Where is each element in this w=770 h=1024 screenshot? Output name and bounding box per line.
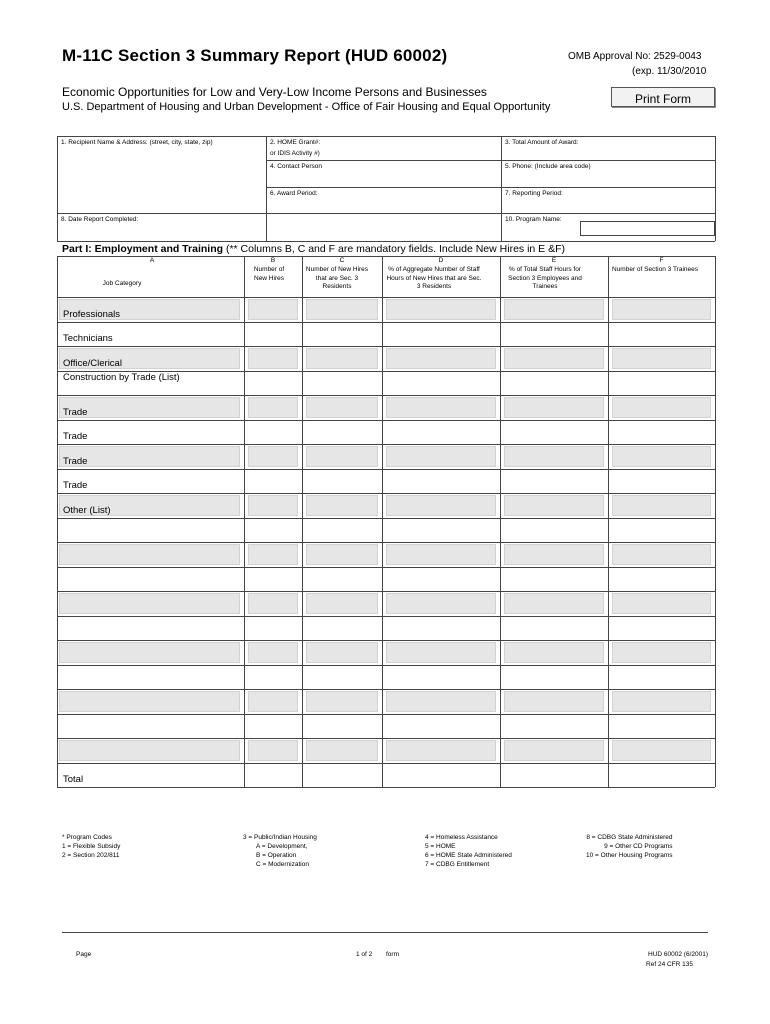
form-ref: Ref 24 CFR 135 (646, 961, 693, 968)
table-row-label: Technicians (63, 333, 113, 344)
table-cell-input[interactable] (504, 593, 604, 614)
table-cell-input[interactable] (612, 324, 711, 345)
date-completed-label: 8. Date Report Completed: (61, 216, 139, 223)
table-row-rule (57, 420, 715, 421)
table-row-label: Trade (63, 406, 88, 418)
table-cell-input[interactable] (504, 299, 604, 320)
page-label: Page (76, 951, 92, 958)
table-row-label: Trade (63, 431, 88, 442)
table-cell-input[interactable] (248, 691, 298, 712)
table-cell-input[interactable] (612, 544, 711, 565)
table-cell-input[interactable] (248, 299, 298, 320)
table-cell-input[interactable] (386, 471, 496, 492)
job-category-input[interactable] (59, 716, 240, 737)
table-cell-input[interactable] (248, 544, 298, 565)
table-cell-input[interactable] (248, 495, 298, 516)
table-row-rule (57, 567, 715, 568)
table-cell-input[interactable] (612, 716, 711, 737)
table-row-label: Other (List) (63, 504, 111, 516)
table-header-rule (57, 297, 715, 298)
job-category-input[interactable] (59, 618, 240, 639)
form-title: M-11C Section 3 Summary Report (HUD 60002) (62, 46, 448, 65)
code-line: C = Modernization (256, 861, 309, 868)
col-f-label: Number of Section 3 Trainees (612, 266, 698, 273)
omb-expiration: (exp. 11/30/2010 (632, 66, 707, 77)
agency-name: U.S. Department of Housing and Urban Development - Office of Fair Housing and Equal Opportunity (62, 101, 551, 113)
job-category-input[interactable] (59, 642, 240, 663)
table-row-rule (57, 665, 715, 666)
table-cell-input[interactable] (306, 593, 378, 614)
table-cell-input[interactable] (504, 373, 604, 394)
table-cell-input[interactable] (306, 740, 378, 761)
col-b-letter: B (270, 257, 276, 264)
table-row-label: Construction by Trade (List) (63, 371, 180, 383)
table-cell-input[interactable] (504, 691, 604, 712)
table-cell-input[interactable] (306, 544, 378, 565)
table-row-rule (57, 763, 715, 764)
table-row-rule (57, 689, 715, 690)
table-row-rule (57, 616, 715, 617)
table-cell-input[interactable] (612, 618, 711, 639)
table-cell-input[interactable] (612, 691, 711, 712)
table-cell-input[interactable] (504, 618, 604, 639)
col-e-letter: E (551, 257, 557, 264)
table-cell-input[interactable] (248, 618, 298, 639)
table-cell-input[interactable] (386, 667, 496, 688)
table-row-rule (57, 518, 715, 519)
table-cell-input[interactable] (248, 397, 298, 418)
table-cell-input[interactable] (386, 348, 496, 369)
form-id: HUD 60002 (6/2001) (648, 951, 708, 958)
col-a-letter: A (149, 257, 155, 264)
table-cell-input[interactable] (504, 397, 604, 418)
job-category-input[interactable] (59, 667, 240, 688)
form-label: form (386, 951, 399, 958)
table-cell-input[interactable] (504, 422, 604, 443)
table-cell-input[interactable] (386, 324, 496, 345)
table-cell-input[interactable] (386, 397, 496, 418)
job-category-input[interactable] (59, 691, 240, 712)
table-column-rule (382, 256, 383, 787)
job-category-input[interactable] (59, 520, 240, 541)
table-cell-input[interactable] (504, 716, 604, 737)
home-grant-label: 2. HOME Grant#: (270, 139, 321, 146)
table-cell-input[interactable] (306, 691, 378, 712)
table-cell-input[interactable] (248, 422, 298, 443)
table-cell-input[interactable] (386, 520, 496, 541)
table-cell-input[interactable] (306, 422, 378, 443)
table-cell-input[interactable] (386, 299, 496, 320)
table-cell-input[interactable] (386, 569, 496, 590)
table-cell-input[interactable] (306, 471, 378, 492)
table-cell-input[interactable] (248, 520, 298, 541)
table-cell-input[interactable] (386, 544, 496, 565)
table-row-rule (57, 591, 715, 592)
table-cell-input[interactable] (248, 471, 298, 492)
table-cell-input[interactable] (504, 520, 604, 541)
table-top-rule (57, 256, 715, 257)
table-row-label: Trade (63, 480, 88, 491)
form-subtitle: Economic Opportunities for Low and Very-Low Income Persons and Businesses (62, 85, 487, 99)
table-cell-input[interactable] (306, 446, 378, 467)
table-cell-input[interactable] (386, 373, 496, 394)
col-d-label: % of Aggregate Number of Staff Hours of New Hires that are Sec. 3 Residents (386, 266, 482, 290)
code-line: B = Operation (256, 852, 297, 859)
table-cell-input[interactable] (504, 324, 604, 345)
table-cell-input[interactable] (504, 544, 604, 565)
table-cell-input[interactable] (504, 348, 604, 369)
table-cell-input[interactable] (612, 495, 711, 516)
omb-approval: OMB Approval No: 2529-0043 (568, 51, 702, 62)
table-row-rule (57, 493, 715, 494)
code-line: 2 = Section 202/811 (62, 852, 120, 859)
table-cell-input[interactable] (306, 373, 378, 394)
table-cell-input[interactable] (504, 471, 604, 492)
table-row-rule (57, 444, 715, 445)
table-cell-input[interactable] (504, 495, 604, 516)
table-column-rule (244, 256, 245, 787)
page-number: 1 of 2 (356, 951, 373, 958)
table-cell-input[interactable] (612, 348, 711, 369)
table-cell-input[interactable] (248, 593, 298, 614)
idis-activity-label: or IDIS Activity #) (270, 150, 320, 157)
table-cell-input[interactable] (248, 348, 298, 369)
table-cell-input[interactable] (306, 348, 378, 369)
recipient-label: 1. Recipient Name & Address: (street, city, state, zip) (61, 139, 213, 146)
table-row-rule (57, 640, 715, 641)
table-cell-input[interactable] (612, 471, 711, 492)
code-line: 5 = HOME (425, 843, 456, 850)
table-cell-input[interactable] (248, 716, 298, 737)
job-category-input[interactable] (59, 544, 240, 565)
col-b-label: Number of New Hires (253, 266, 285, 282)
code-line: 9 = Other CD Programs (604, 843, 673, 850)
code-line: 10 = Other Housing Programs (586, 852, 673, 859)
code-line: A = Development, (256, 843, 308, 850)
job-category-input[interactable] (59, 569, 240, 590)
table-column-rule (715, 256, 716, 787)
table-cell-input[interactable] (612, 569, 711, 590)
table-cell-input[interactable] (306, 716, 378, 737)
job-category-input[interactable] (59, 740, 240, 761)
table-cell-input[interactable] (612, 642, 711, 663)
reporting-period-label: 7. Reporting Period: (505, 190, 563, 197)
program-name-label: 10. Program Name: (505, 216, 562, 223)
table-cell-input[interactable] (248, 740, 298, 761)
footer-rule (62, 932, 708, 933)
code-line: 4 = Homeless Assistance (425, 834, 498, 841)
table-cell-input[interactable] (306, 299, 378, 320)
table-cell-input[interactable] (386, 446, 496, 467)
table-row-label: Professionals (63, 308, 121, 320)
table-cell-input[interactable] (306, 618, 378, 639)
table-cell-input[interactable] (248, 667, 298, 688)
table-cell-input[interactable] (612, 373, 711, 394)
program-codes-col4 (586, 833, 673, 860)
table-cell-input[interactable] (386, 495, 496, 516)
table-cell-input[interactable] (386, 618, 496, 639)
table-row-label: Office/Clerical (63, 357, 122, 369)
program-codes-col3 (425, 833, 512, 869)
table-row-label: Total (63, 774, 84, 785)
table-column-rule (500, 256, 501, 787)
table-cell-input[interactable] (504, 667, 604, 688)
table-cell-input[interactable] (504, 740, 604, 761)
table-cell-input[interactable] (612, 299, 711, 320)
table-cell-input[interactable] (612, 520, 711, 541)
table-row-rule (57, 714, 715, 715)
part1-title: Part I: Employment and Training (62, 243, 224, 255)
table-row-rule (57, 787, 715, 788)
program-name-input[interactable] (580, 221, 715, 236)
code-line: 8 = CDBG State Administered (586, 834, 673, 841)
table-cell-input[interactable] (504, 446, 604, 467)
table-row-label: Trade (63, 455, 88, 467)
table-cell-input[interactable] (248, 569, 298, 590)
table-row-rule (57, 346, 715, 347)
table-column-rule (608, 256, 609, 787)
award-period-label: 6. Award Period: (270, 190, 318, 197)
table-cell-input[interactable] (612, 740, 711, 761)
table-cell-input[interactable] (612, 446, 711, 467)
table-cell-input[interactable] (306, 495, 378, 516)
table-row-rule (57, 469, 715, 470)
table-cell-input[interactable] (504, 569, 604, 590)
table-cell-input[interactable] (248, 642, 298, 663)
col-c-label: Number of New Hires that are Sec. 3 Residents (305, 266, 369, 290)
contact-person-label: 4. Contact Person (270, 163, 323, 170)
table-cell-input[interactable] (386, 593, 496, 614)
phone-label: 5. Phone: (Include area code) (505, 163, 591, 170)
table-cell-input[interactable] (306, 520, 378, 541)
table-cell-input[interactable] (306, 397, 378, 418)
table-cell-input[interactable] (248, 324, 298, 345)
table-row-rule (57, 542, 715, 543)
code-line: 3 = Public/Indian Housing (243, 834, 317, 841)
print-form-button[interactable]: Print Form (611, 87, 715, 107)
code-line: 1 = Flexible Subsidy (62, 843, 121, 850)
table-cell-input[interactable] (306, 667, 378, 688)
col-c-letter: C (339, 257, 345, 264)
table-cell-input[interactable] (248, 446, 298, 467)
table-cell-input[interactable] (612, 422, 711, 443)
table-row-rule (57, 738, 715, 739)
table-cell-input[interactable] (386, 716, 496, 737)
program-codes-col2 (243, 833, 317, 869)
table-column-rule (57, 256, 58, 787)
col-e-label: % of Total Staff Hours for Section 3 Employees and Trainees (508, 266, 582, 290)
table-row-rule (57, 395, 715, 396)
table-row-rule (57, 322, 715, 323)
total-award-label: 3. Total Amount of Award: (505, 139, 579, 146)
col-f-letter: F (659, 257, 664, 264)
table-cell-input[interactable] (306, 324, 378, 345)
part1-note: (** Columns B, C and F are mandatory fields. Include New Hires in E &F) (223, 243, 565, 255)
code-line: 7 = CDBG Entitlement (425, 861, 490, 868)
code-line: * Program Codes (62, 834, 112, 841)
table-cell-input[interactable] (386, 740, 496, 761)
program-codes-col1 (62, 833, 120, 860)
table-cell-input[interactable] (612, 397, 711, 418)
col-a-label: Job Category (102, 280, 142, 287)
table-cell-input[interactable] (386, 691, 496, 712)
job-category-input[interactable] (59, 593, 240, 614)
table-cell-input[interactable] (248, 373, 298, 394)
table-cell-input[interactable] (306, 569, 378, 590)
table-cell-input[interactable] (504, 642, 604, 663)
part1-heading (62, 243, 565, 255)
table-cell-input[interactable] (306, 642, 378, 663)
table-cell-input[interactable] (386, 422, 496, 443)
col-d-letter: D (438, 257, 444, 264)
code-line: 6 = HOME State Administered (425, 852, 512, 859)
table-cell-input[interactable] (386, 642, 496, 663)
table-cell-input[interactable] (612, 593, 711, 614)
table-column-rule (302, 256, 303, 787)
table-cell-input[interactable] (612, 667, 711, 688)
